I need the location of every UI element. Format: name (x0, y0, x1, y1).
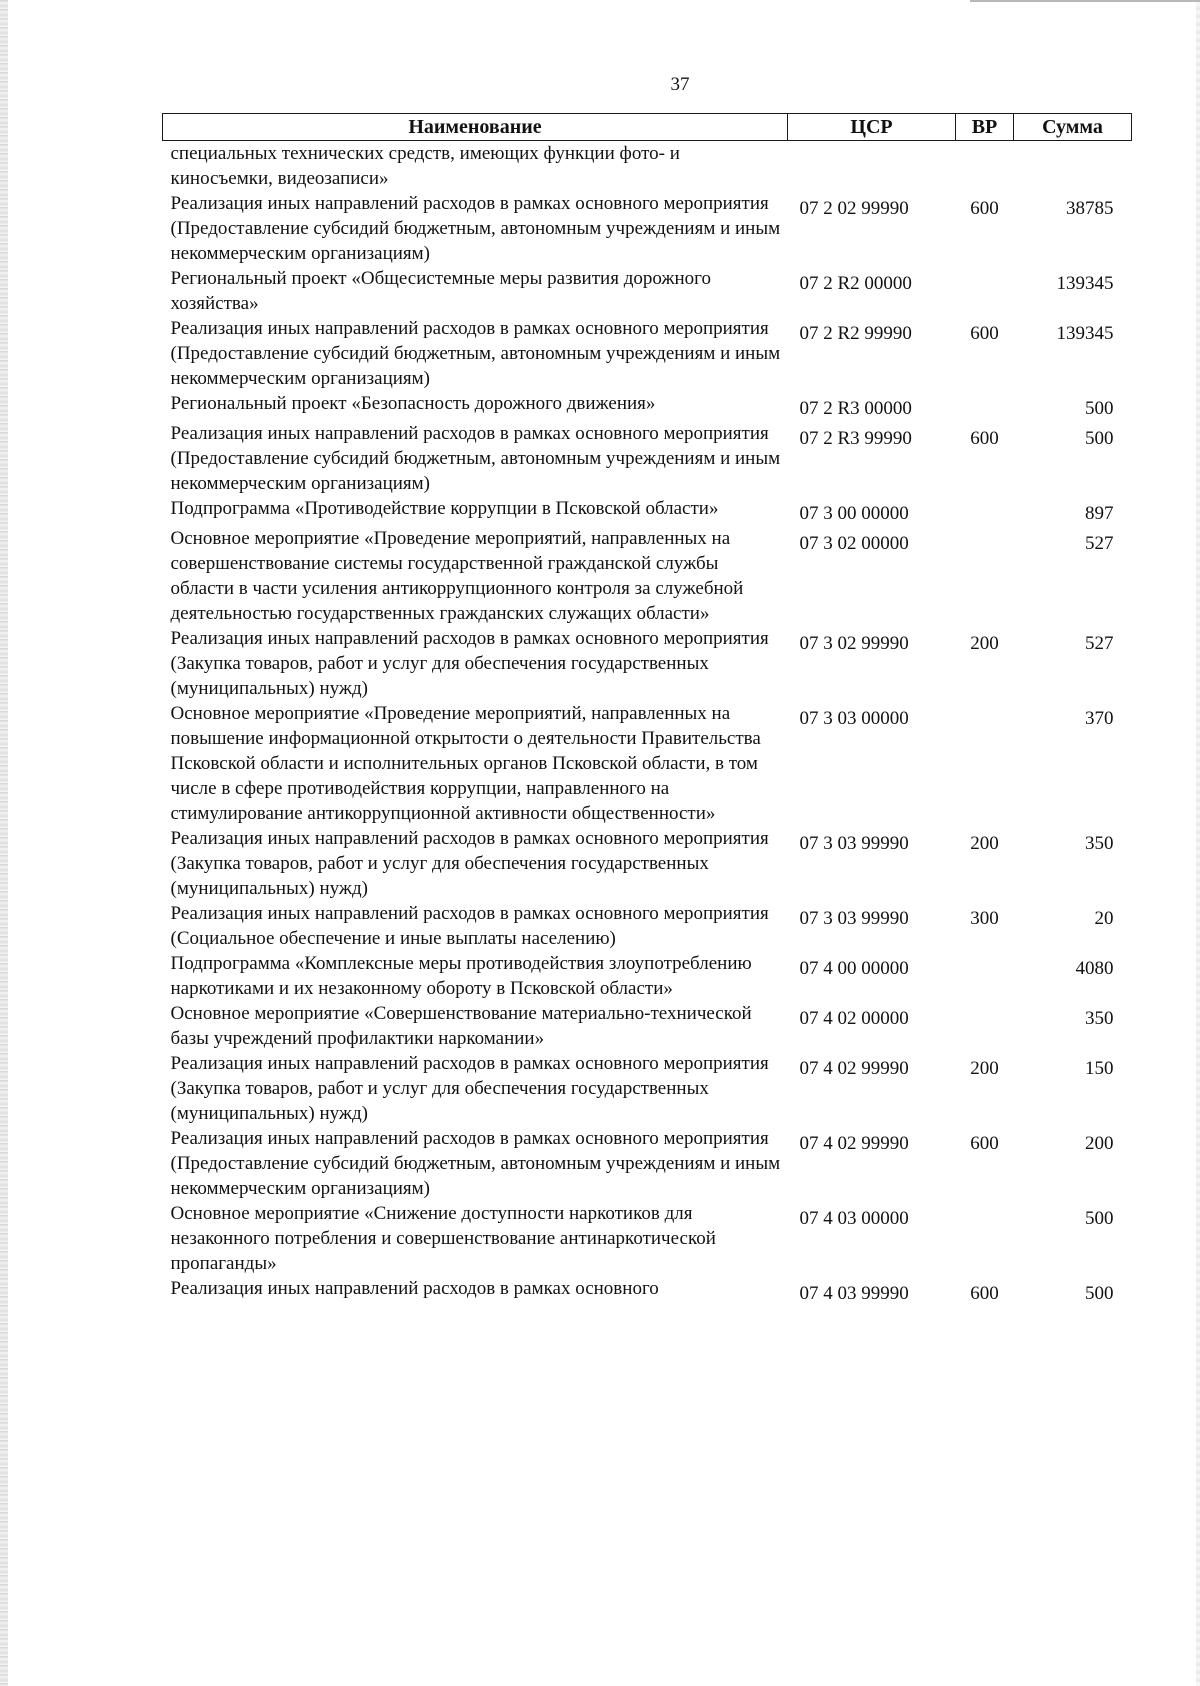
row-name: Региональный проект «Общесистемные меры развития дорожного хозяйства» (170, 268, 711, 314)
row-sum: 350 (1085, 1008, 1114, 1029)
row-sum: 4080 (1075, 958, 1114, 979)
header-name: Наименование (163, 114, 788, 141)
row-name: Реализация иных направлений расходов в рамках основного мероприятия (Предоставление субсидий бюджетным, автономным учреждениям и иным некоммерческим организациям) (170, 1128, 781, 1199)
row-vr (956, 141, 1014, 192)
row-sum: 38785 (1066, 198, 1114, 219)
row-sum: 897 (1085, 503, 1114, 524)
row-csr: 07 2 R2 00000 (799, 273, 912, 294)
row-name: Реализация иных направлений расходов в рамках основного мероприятия (Предоставление субсидий бюджетным, автономным учреждениям и иным некоммерческим организациям) (170, 423, 781, 494)
table-row (163, 1126, 1132, 1201)
row-csr: 07 4 00 00000 (799, 958, 909, 979)
row-vr (956, 526, 1014, 626)
row-name: Основное мероприятие «Совершенствование материально-технической базы учреждений профилактики наркомании» (170, 1003, 752, 1049)
table-header-row (163, 114, 1132, 141)
row-csr: 07 4 03 00000 (799, 1208, 909, 1229)
header-csr: ЦСР (788, 114, 956, 141)
row-vr (956, 266, 1014, 316)
row-vr (956, 1201, 1014, 1276)
budget-table-container (162, 113, 1131, 1306)
row-name: Реализация иных направлений расходов в рамках основного мероприятия (Предоставление субсидий бюджетным, автономным учреждениям и иным некоммерческим организациям) (170, 318, 781, 389)
row-vr: 200 (970, 1058, 999, 1079)
table-row (163, 266, 1132, 316)
row-name: Основное мероприятие «Снижение доступности наркотиков для незаконного потребления и совершенствование антинаркотической пропаганды» (170, 1203, 716, 1274)
row-csr: 07 4 03 99990 (799, 1283, 909, 1304)
row-vr (956, 701, 1014, 826)
row-sum (1014, 141, 1132, 192)
row-sum: 500 (1085, 1208, 1114, 1229)
row-sum: 370 (1085, 708, 1114, 729)
row-csr: 07 3 03 00000 (799, 708, 909, 729)
table-row (163, 1001, 1132, 1051)
row-vr: 600 (970, 323, 999, 344)
table-row (163, 901, 1132, 951)
row-csr: 07 3 02 00000 (799, 533, 909, 554)
table-row (163, 951, 1132, 1001)
row-csr (788, 141, 956, 192)
row-sum: 20 (1094, 908, 1114, 929)
table-row (163, 191, 1132, 266)
table-row (163, 421, 1132, 496)
row-name: Реализация иных направлений расходов в рамках основного мероприятия (Закупка товаров, работ и услуг для обеспечения государственных (муниципальных) нужд) (170, 628, 769, 699)
row-vr: 600 (970, 1133, 999, 1154)
row-vr: 600 (970, 198, 999, 219)
row-csr: 07 2 R2 99990 (799, 323, 912, 344)
row-csr: 07 4 02 99990 (799, 1133, 909, 1154)
header-vr: ВР (956, 114, 1014, 141)
row-name: специальных технических средств, имеющих функции фото- и киносъемки, видеозаписи» (170, 143, 680, 189)
table-row (163, 496, 1132, 526)
row-vr: 200 (970, 833, 999, 854)
table-row (163, 626, 1132, 701)
row-csr: 07 2 R3 99990 (799, 428, 912, 449)
table-row (163, 1276, 1132, 1306)
row-sum: 527 (1085, 533, 1114, 554)
row-name: Реализация иных направлений расходов в рамках основного мероприятия (Предоставление субсидий бюджетным, автономным учреждениям и иным некоммерческим организациям) (170, 193, 781, 264)
row-vr: 200 (970, 633, 999, 654)
row-vr: 300 (970, 908, 999, 929)
row-sum: 500 (1085, 1283, 1114, 1304)
row-sum: 527 (1085, 633, 1114, 654)
row-name: Реализация иных направлений расходов в рамках основного мероприятия (Закупка товаров, работ и услуг для обеспечения государственных (муниципальных) нужд) (170, 828, 769, 899)
row-name: Подпрограмма «Комплексные меры противодействия злоупотреблению наркотиками и их незаконному обороту в Псковской области» (170, 953, 752, 999)
row-vr: 600 (970, 428, 999, 449)
table-row (163, 826, 1132, 901)
row-vr (956, 496, 1014, 526)
row-sum: 350 (1085, 833, 1114, 854)
header-sum: Сумма (1014, 114, 1132, 141)
row-name: Основное мероприятие «Проведение мероприятий, направленных на совершенствование системы государственной гражданской службы области в части усиления антикоррупционного контроля за служебной деятельностью государственных гражданских служащих области» (170, 528, 744, 624)
row-vr: 600 (970, 1283, 999, 1304)
row-csr: 07 3 02 99990 (799, 633, 909, 654)
row-csr: 07 3 03 99990 (799, 908, 909, 929)
row-sum: 139345 (1056, 323, 1114, 344)
table-row (163, 526, 1132, 626)
row-vr (956, 391, 1014, 421)
budget-table (162, 113, 1132, 1306)
scan-edge-right (1196, 0, 1200, 1686)
row-sum: 500 (1085, 428, 1114, 449)
row-csr: 07 4 02 00000 (799, 1008, 909, 1029)
row-csr: 07 2 R3 00000 (799, 398, 912, 419)
table-row (163, 1051, 1132, 1126)
row-sum: 200 (1085, 1133, 1114, 1154)
row-csr: 07 2 02 99990 (799, 198, 909, 219)
row-csr: 07 4 02 99990 (799, 1058, 909, 1079)
row-name: Реализация иных направлений расходов в рамках основного мероприятия (Социальное обеспечение и иные выплаты населению) (170, 903, 769, 949)
row-sum: 150 (1085, 1058, 1114, 1079)
row-name: Региональный проект «Безопасность дорожного движения» (170, 393, 656, 414)
row-csr: 07 3 03 99990 (799, 833, 909, 854)
table-row (163, 391, 1132, 421)
row-name: Основное мероприятие «Проведение мероприятий, направленных на повышение информационной открытости о деятельности Правительства Псковской области и исполнительных органов Псковской области, в том числе в сфере противодействия коррупции, направленного на стимулирование антикоррупционной активности общественности» (170, 703, 761, 824)
row-sum: 500 (1085, 398, 1114, 419)
table-row (163, 141, 1132, 192)
row-name: Подпрограмма «Противодействие коррупции в Псковской области» (170, 498, 719, 519)
scan-top-line (970, 0, 1200, 2)
table-row (163, 1201, 1132, 1276)
row-vr (956, 951, 1014, 1001)
row-vr (956, 1001, 1014, 1051)
table-row (163, 701, 1132, 826)
scan-edge-left (0, 0, 8, 1686)
row-sum: 139345 (1056, 273, 1114, 294)
row-name: Реализация иных направлений расходов в рамках основного (170, 1278, 659, 1299)
row-name: Реализация иных направлений расходов в рамках основного мероприятия (Закупка товаров, работ и услуг для обеспечения государственных (муниципальных) нужд) (170, 1053, 769, 1124)
row-csr: 07 3 00 00000 (799, 503, 909, 524)
table-row (163, 316, 1132, 391)
page-number: 37 (670, 74, 690, 95)
